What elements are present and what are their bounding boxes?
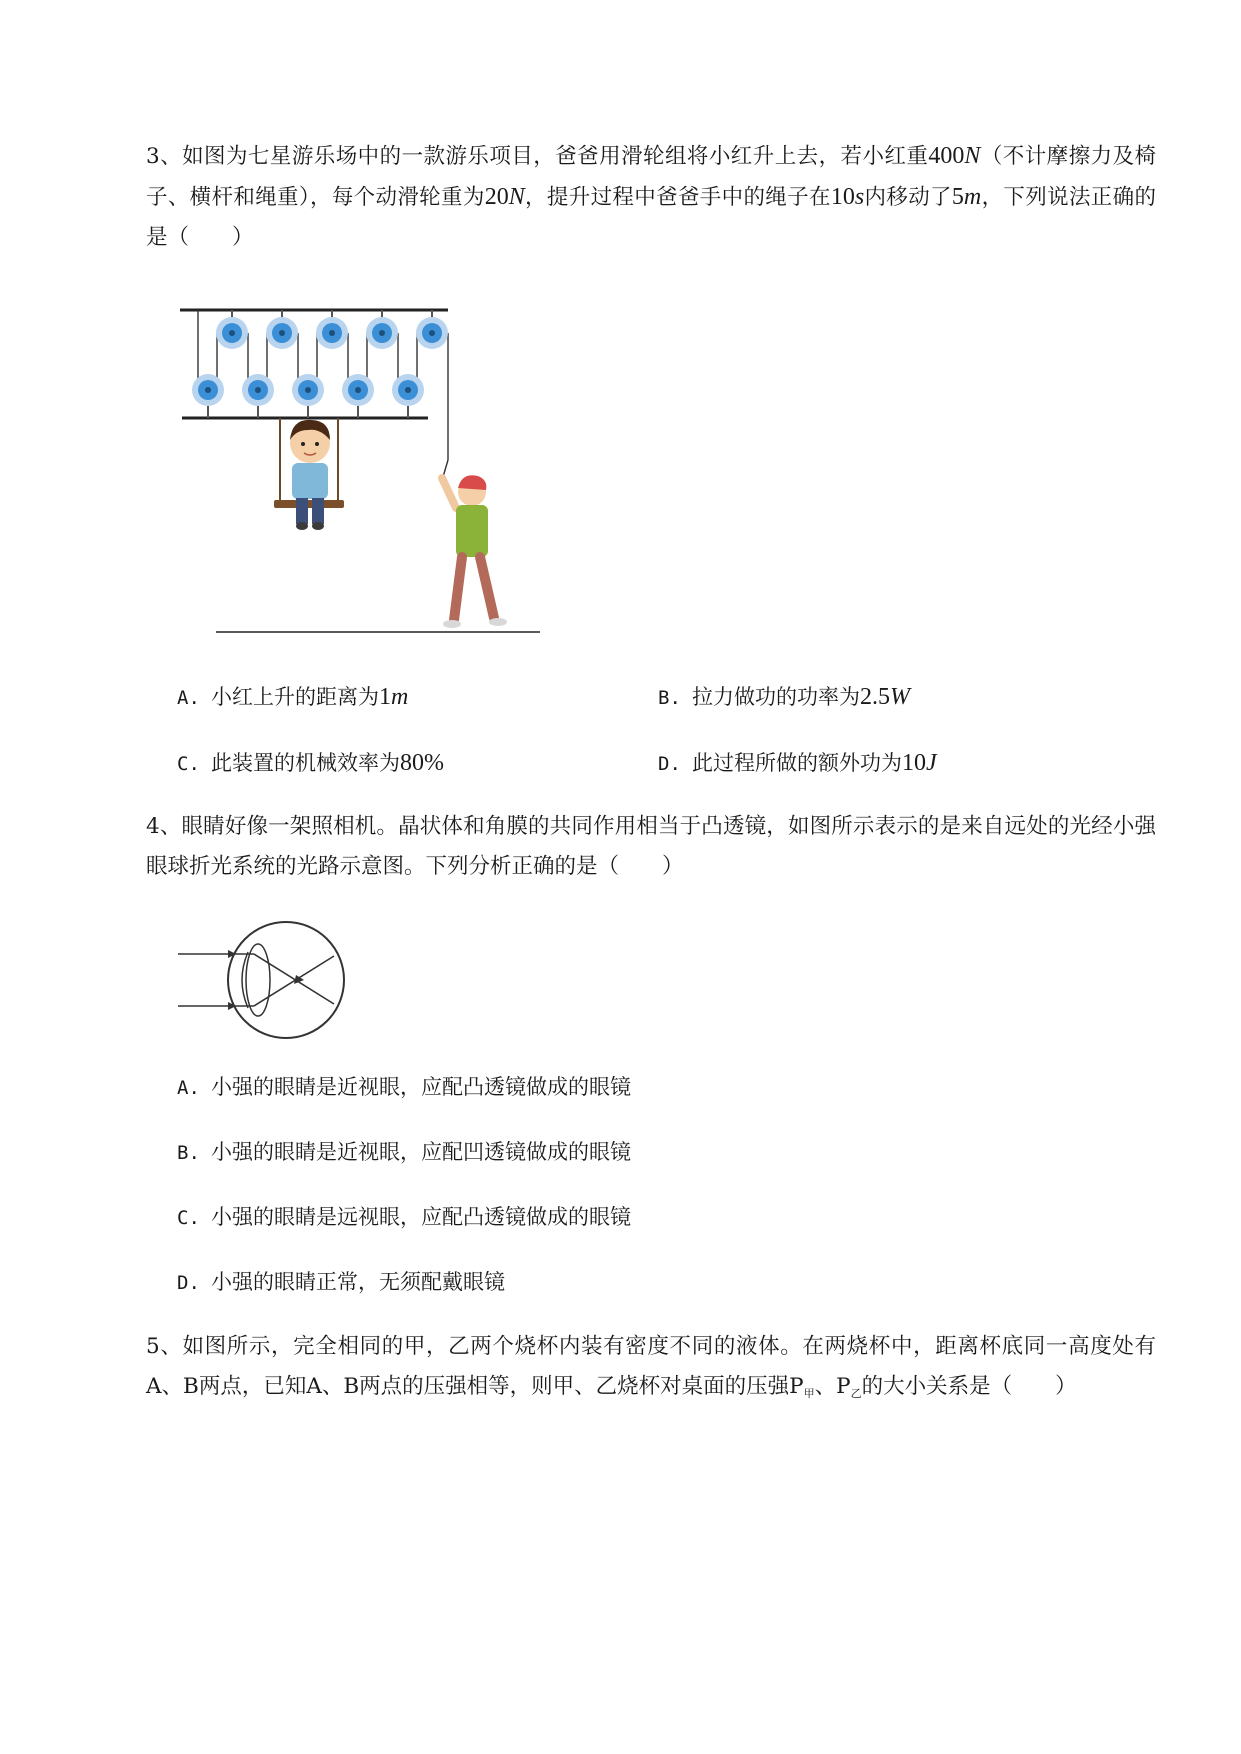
q5-number: 5、 [146,1334,183,1359]
q5-sep: 、 [814,1374,837,1399]
option-unit: J [926,750,937,776]
option-text: 小强的眼睛是近视眼，应配凸透镜做成的眼镜 [211,1075,631,1099]
option-value: 80% [400,750,444,776]
q4-option-d[interactable] [177,1267,505,1298]
q3-pulley-unit: N [508,184,525,210]
q4-number: 4、 [146,814,182,839]
q4-option-a[interactable] [177,1072,631,1103]
q3-dist-value: 5 [951,184,964,210]
option-text: 小红上升的距离为 [211,685,379,709]
q3-option-d[interactable] [658,748,937,779]
option-text: 小强的眼睛是近视眼，应配凹透镜做成的眼镜 [211,1140,631,1164]
q5-p-yi: P [836,1374,851,1399]
q5-p-jia: P [789,1374,804,1399]
q4-option-c[interactable] [177,1202,631,1233]
q3-pulley-value: 20 [484,184,509,210]
q3-time-unit: s [854,184,865,210]
option-text: 小强的眼睛正常，无须配戴眼镜 [211,1270,505,1294]
pulley-system-figure [170,300,560,640]
q3-text-d: 内移动了 [864,185,952,210]
q3-text-b: （不计摩擦力及椅子、横杆和绳重），每个动滑轮重为 [146,144,1156,210]
boy-on-swing [274,418,344,530]
option-key: A. [177,687,200,709]
option-unit: m [391,684,409,710]
eye-optics-figure [176,918,346,1040]
q5-p-yi-sub: 乙 [850,1387,862,1400]
option-key: D. [658,753,681,775]
q3-time-value: 10 [830,184,855,210]
q3-text-e: ，下列说法正确的是（ ） [146,185,1156,250]
q3-number: 3、 [146,144,183,169]
q5-text-b: 的大小关系是（ ） [861,1374,1077,1399]
option-value: 2.5 [860,684,890,710]
option-text: 拉力做功的功率为 [692,685,860,709]
q3-weight-value: 400 [928,143,965,169]
q4-text: 眼睛好像一架照相机。晶状体和角膜的共同作用相当于凸透镜，如图所示表示的是来自远处的光经小强眼球折光系统的光路示意图。下列分析正确的是（ ） [146,814,1156,879]
question-4 [146,807,1156,887]
q3-option-b[interactable] [658,682,910,713]
question-5 [146,1327,1156,1414]
option-key: C. [177,1207,200,1229]
question-3 [146,136,1156,258]
option-key: A. [177,1077,200,1099]
movable-pulleys [192,374,424,418]
q5-p-jia-sub: 甲 [803,1387,815,1400]
option-value: 1 [379,684,391,710]
q5-text-a: 如图所示，完全相同的甲，乙两个烧杯内装有密度不同的液体。在两烧杯中，距离杯底同一高度处有A、B两点，已知A、B两点的压强相等，则甲、乙烧杯对桌面的压强 [146,1334,1156,1399]
q4-option-b[interactable] [177,1137,631,1168]
q3-weight-unit: N [964,143,981,169]
q3-option-a[interactable] [177,682,408,713]
q3-text-c: ，提升过程中爸爸手中的绳子在 [524,185,831,210]
option-text: 小强的眼睛是远视眼，应配凸透镜做成的眼镜 [211,1205,631,1229]
q3-option-c[interactable] [177,748,444,779]
father-pulling [442,460,507,628]
option-text: 此过程所做的额外功为 [692,751,902,775]
option-unit: W [890,684,910,710]
option-value: 10 [902,750,926,776]
option-key: B. [658,687,681,709]
option-text: 此装置的机械效率为 [211,751,400,775]
option-key: D. [177,1272,200,1294]
q3-dist-unit: m [963,184,982,210]
fixed-pulleys [216,310,448,349]
q3-text-a: 如图为七星游乐场中的一款游乐项目，爸爸用滑轮组将小红升上去，若小红重 [182,144,929,169]
option-key: C. [177,753,200,775]
option-key: B. [177,1142,200,1164]
